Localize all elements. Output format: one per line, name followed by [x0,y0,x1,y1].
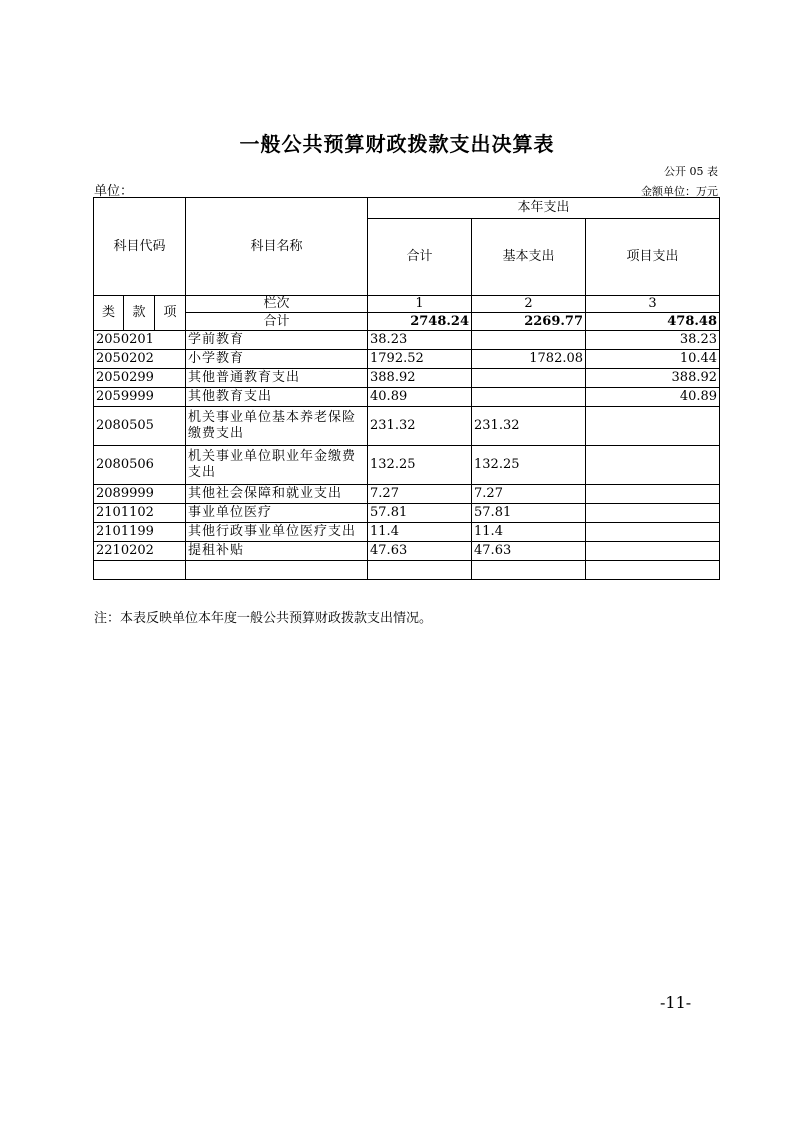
row-code: 2080505 [94,407,186,446]
row-code: 2101102 [94,504,186,523]
row-name: 机关事业单位职业年金缴费支出 [186,446,368,485]
row-total: 57.81 [368,504,472,523]
row-total: 40.89 [368,388,472,407]
row-project [586,523,720,542]
table-body [94,331,720,580]
table-row [94,350,720,369]
row-name: 机关事业单位基本养老保险缴费支出 [186,407,368,446]
row-code: 2089999 [94,485,186,504]
page-title: 一般公共预算财政拨款支出决算表 [239,132,555,156]
row-project: 40.89 [586,388,720,407]
row-code: 2059999 [94,388,186,407]
row-project [586,542,720,561]
empty-row [94,561,720,580]
row-basic [472,331,586,350]
header-col3: 3 [586,296,720,313]
table-header [94,198,720,331]
row-code: 2050299 [94,369,186,388]
header-col2: 2 [472,296,586,313]
header-code: 科目代码 [94,198,186,296]
row-project: 10.44 [586,350,720,369]
header-current-year: 本年支出 [368,198,720,219]
form-number: 公开 05 表 [664,165,718,178]
table-note: 注：本表反映单位本年度一般公共预算财政拨款支出情况。 [94,611,433,626]
row-code: 2080506 [94,446,186,485]
header-lei: 类 [94,296,124,331]
row-project [586,485,720,504]
header-project: 项目支出 [586,219,720,296]
header-total: 合计 [368,219,472,296]
row-name: 其他教育支出 [186,388,368,407]
unit-label: 单位： [94,184,134,199]
row-name: 其他社会保障和就业支出 [186,485,368,504]
header-col1: 1 [368,296,472,313]
row-code: 2210202 [94,542,186,561]
row-basic: 57.81 [472,504,586,523]
row-basic: 47.63 [472,542,586,561]
header-kuan: 款 [124,296,155,331]
row-basic: 231.32 [472,407,586,446]
row-basic: 1782.08 [472,350,586,369]
row-total: 47.63 [368,542,472,561]
row-name: 事业单位医疗 [186,504,368,523]
row-project: 38.23 [586,331,720,350]
row-project: 388.92 [586,369,720,388]
table-row [94,369,720,388]
total-label: 合计 [186,313,368,331]
row-basic: 11.4 [472,523,586,542]
row-project [586,446,720,485]
empty-cell [94,561,186,580]
table-row [94,485,720,504]
row-name: 其他普通教育支出 [186,369,368,388]
amount-unit: 金额单位：万元 [641,185,718,198]
empty-cell [368,561,472,580]
expenditure-table [93,197,720,580]
row-name: 小学教育 [186,350,368,369]
row-basic [472,388,586,407]
row-project [586,407,720,446]
page-number: -11- [660,993,692,1012]
table-row [94,542,720,561]
table-row [94,388,720,407]
table-row [94,407,720,446]
total-sum: 2748.24 [368,313,472,331]
table-row [94,331,720,350]
row-basic: 7.27 [472,485,586,504]
total-project: 478.48 [586,313,720,331]
row-code: 2050202 [94,350,186,369]
empty-cell [186,561,368,580]
row-total: 11.4 [368,523,472,542]
header-name: 科目名称 [186,198,368,296]
row-code: 2050201 [94,331,186,350]
row-total: 231.32 [368,407,472,446]
row-total: 388.92 [368,369,472,388]
header-xiang: 项 [155,296,186,331]
header-basic: 基本支出 [472,219,586,296]
empty-cell [472,561,586,580]
header-lanci: 栏次 [186,296,368,313]
row-total: 38.23 [368,331,472,350]
row-total: 1792.52 [368,350,472,369]
total-basic: 2269.77 [472,313,586,331]
row-basic: 132.25 [472,446,586,485]
table-row [94,504,720,523]
row-code: 2101199 [94,523,186,542]
row-name: 学前教育 [186,331,368,350]
row-name: 其他行政事业单位医疗支出 [186,523,368,542]
row-total: 7.27 [368,485,472,504]
row-basic [472,369,586,388]
row-total: 132.25 [368,446,472,485]
row-project [586,504,720,523]
table-row [94,446,720,485]
table-row [94,523,720,542]
row-name: 提租补贴 [186,542,368,561]
empty-cell [586,561,720,580]
